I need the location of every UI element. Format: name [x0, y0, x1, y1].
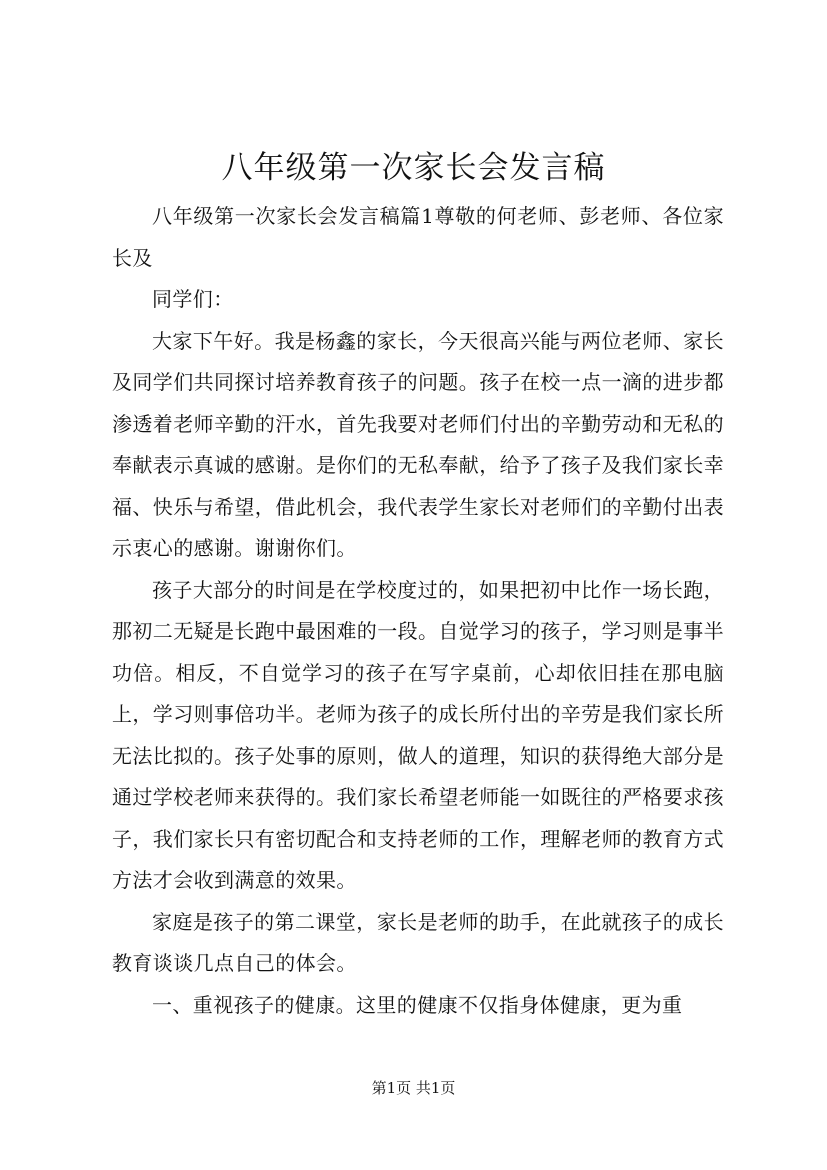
paragraph-school-time: 孩子大部分的时间是在学校度过的，如果把初中比作一场长跑，那初二无疑是长跑中最困难的一段。自觉学习的孩子，学习则是事半功倍。相反，不自觉学习的孩子在写字桌前，心却依旧挂在那电脑上，学习则事倍功半。老师为孩子的成长所付出的辛劳是我们家长所无法比拟的。孩子处事的原则，做人的道理，知识的获得绝大部分是通过学校老师来获得的。我们家长希望老师能一如既往的严格要求孩子，我们家长只有密切配合和支持老师的工作，理解老师的教育方式方法才会收到满意的效果。 — [112, 577, 724, 892]
document-body — [112, 196, 724, 1026]
page-footer: 第1页 共1页 — [371, 1079, 456, 1097]
paragraph-family-classroom: 家庭是孩子的第二课堂，家长是老师的助手，在此就孩子的成长教育谈谈几点自己的体会。 — [112, 909, 724, 975]
paragraph-greeting: 八年级第一次家长会发言稿篇1尊敬的何老师、彭老师、各位家长及 — [112, 204, 724, 270]
paragraph-salutation: 同学们： — [152, 287, 234, 311]
paragraph-health: 一、重视孩子的健康。这里的健康不仅指身体健康，更为重 — [152, 992, 683, 1017]
document-title: 八年级第一次家长会发言稿 — [221, 150, 606, 186]
paragraph-thanks: 大家下午好。我是杨鑫的家长，今天很高兴能与两位老师、家长及同学们共同探讨培养教育孩子的问题。孩子在校一点一滴的进步都渗透着老师辛勤的汗水，首先我要对老师们付出的辛勤劳动和无私的奉献表示真诚的感谢。是你们的无私奉献，给予了孩子及我们家长幸福、快乐与希望，借此机会，我代表学生家长对老师们的辛勤付出表示衷心的感谢。谢谢你们。 — [112, 328, 724, 560]
